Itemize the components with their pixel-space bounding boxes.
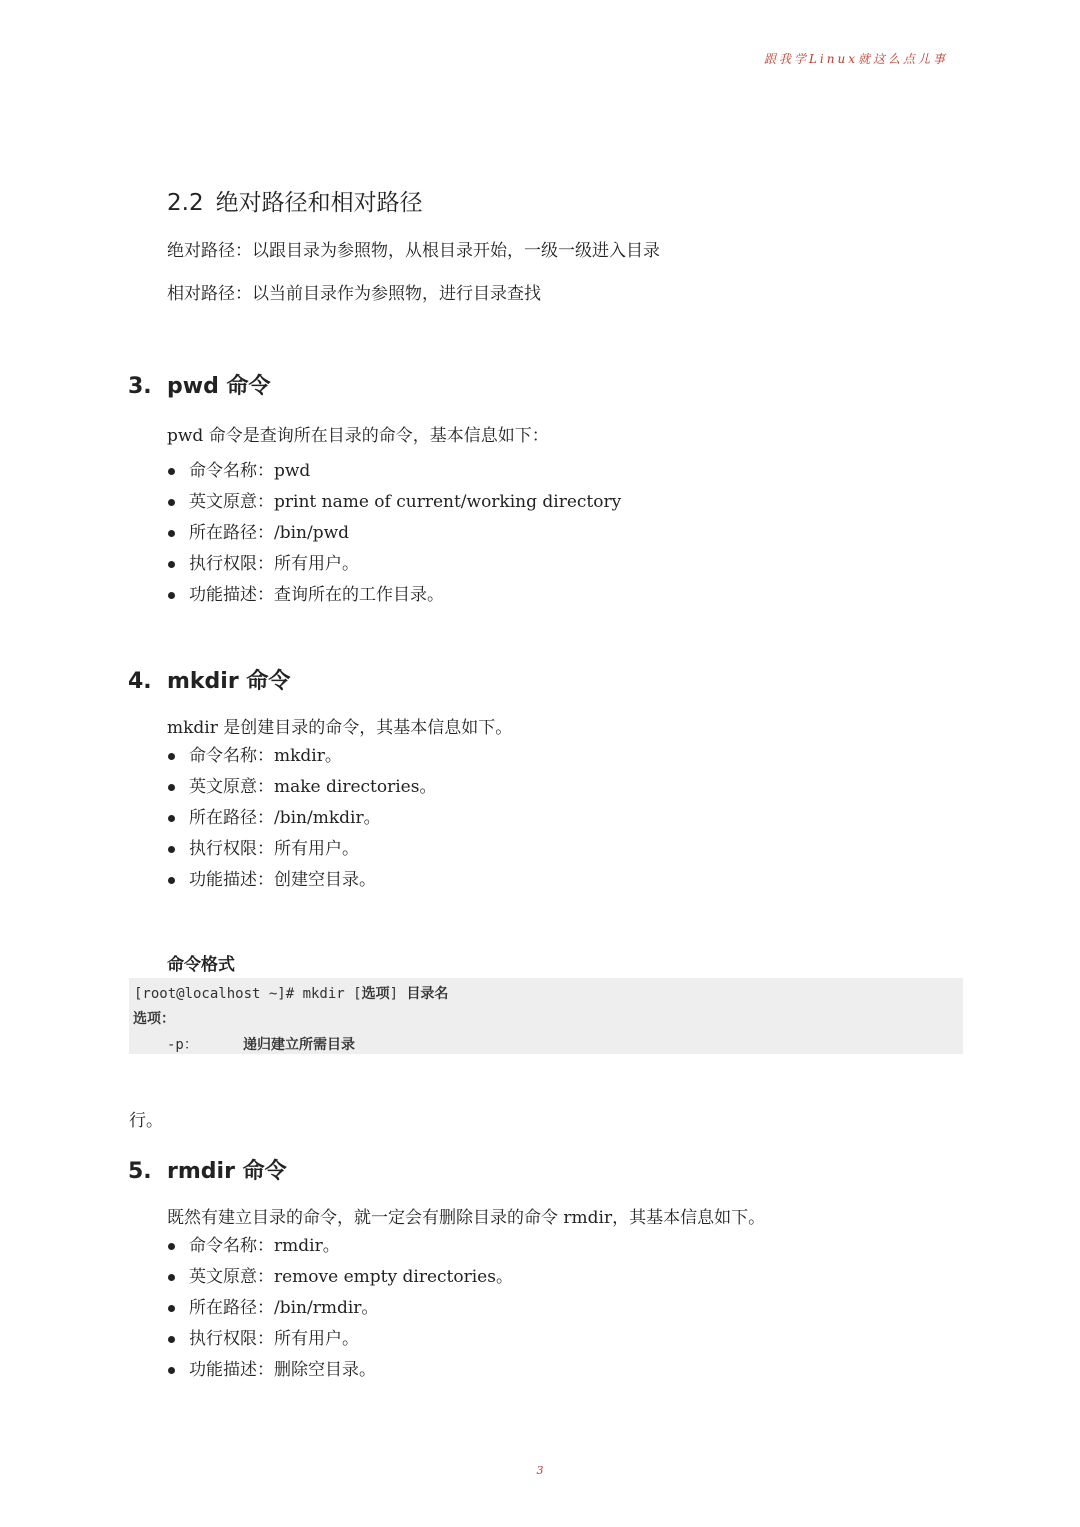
list-item: [167, 456, 621, 487]
code-flag-description: 递归建立所需目录: [243, 1037, 355, 1053]
mkdir-info-list: [167, 741, 436, 896]
rmdir-info-list: [167, 1231, 513, 1386]
page-number: 3: [536, 1464, 544, 1477]
bullet-icon: [168, 561, 175, 568]
section-title-text: pwd 命令: [167, 374, 271, 399]
list-item: [167, 834, 436, 865]
list-item: [167, 865, 436, 896]
list-item-text: 执行权限：所有用户。: [189, 554, 359, 574]
code-prompt: [root@localhost ~]# mkdir [: [134, 986, 362, 1002]
list-item: [167, 1231, 513, 1262]
code-line-flag-desc: [243, 1034, 355, 1054]
code-option-placeholder: 选项: [361, 986, 390, 1002]
bullet-icon: [168, 815, 175, 822]
code-flag: -p：: [167, 1037, 198, 1053]
list-item: [167, 1324, 513, 1355]
mkdir-intro: mkdir 是创建目录的命令，其基本信息如下。: [167, 718, 513, 738]
rmdir-intro: 既然有建立目录的命令，就一定会有删除目录的命令 rmdir，其基本信息如下。: [167, 1208, 766, 1228]
bullet-icon: [168, 1367, 175, 1374]
section-title-rmdir: [128, 1154, 287, 1185]
list-item-text: 所在路径：/bin/rmdir。: [189, 1298, 379, 1318]
bullet-icon: [168, 784, 175, 791]
code-line-syntax: [134, 983, 448, 1003]
list-item-text: 英文原意：remove empty directories。: [189, 1267, 513, 1287]
code-block: [129, 978, 963, 1054]
bullet-icon: [168, 468, 175, 475]
list-item-text: 命令名称：rmdir。: [189, 1236, 340, 1256]
list-item: [167, 549, 621, 580]
code-bracket: ]: [389, 986, 407, 1002]
bullet-icon: [168, 499, 175, 506]
code-options-label: 选项：: [133, 1011, 175, 1027]
pwd-info-list: [167, 456, 621, 611]
list-item: [167, 1262, 513, 1293]
bullet-icon: [168, 1243, 175, 1250]
command-format-label: 命令格式: [167, 955, 235, 975]
section-number: 4.: [128, 669, 152, 694]
bullet-icon: [168, 846, 175, 853]
bullet-icon: [168, 877, 175, 884]
list-item-text: 英文原意：print name of current/working directory: [189, 492, 622, 512]
code-line-flag: [167, 1034, 198, 1054]
list-item-text: 命令名称：mkdir。: [189, 746, 342, 766]
list-item-text: 所在路径：/bin/pwd: [189, 523, 350, 543]
list-item: [167, 580, 621, 611]
subsection-title: [167, 184, 423, 217]
absolute-path-paragraph: 绝对路径：以跟目录为参照物，从根目录开始，一级一级进入目录: [167, 241, 660, 261]
bullet-icon: [168, 530, 175, 537]
list-item-text: 功能描述：创建空目录。: [189, 870, 376, 890]
list-item-text: 功能描述：查询所在的工作目录。: [189, 585, 444, 605]
list-item-text: 执行权限：所有用户。: [189, 1329, 359, 1349]
header-note: 跟我学Linux就这么点儿事: [763, 52, 948, 66]
section-title-pwd: [128, 369, 270, 400]
list-item: [167, 487, 621, 518]
section-title-text: rmdir 命令: [167, 1159, 287, 1184]
subsection-number: 2.2: [167, 190, 204, 216]
list-item: [167, 518, 621, 549]
section-number: 3.: [128, 374, 152, 399]
list-item: [167, 803, 436, 834]
bullet-icon: [168, 592, 175, 599]
list-item-text: 英文原意：make directories。: [189, 777, 437, 797]
list-item-text: 功能描述：删除空目录。: [189, 1360, 376, 1380]
list-item-text: 所在路径：/bin/mkdir。: [189, 808, 381, 828]
list-item: [167, 772, 436, 803]
list-item: [167, 741, 436, 772]
bullet-icon: [168, 1305, 175, 1312]
list-item-text: 执行权限：所有用户。: [189, 839, 359, 859]
bullet-icon: [168, 1336, 175, 1343]
pwd-intro: pwd 命令是查询所在目录的命令，基本信息如下：: [167, 426, 549, 446]
list-item-text: 命令名称：pwd: [189, 461, 311, 481]
list-item: [167, 1355, 513, 1386]
section-title-text: mkdir 命令: [167, 669, 291, 694]
bullet-icon: [168, 753, 175, 760]
section-title-mkdir: [128, 664, 290, 695]
bullet-icon: [168, 1274, 175, 1281]
trailing-text: 行。: [129, 1111, 163, 1131]
code-dir-placeholder: 目录名: [406, 986, 449, 1002]
list-item: [167, 1293, 513, 1324]
code-line-options: [133, 1008, 175, 1028]
section-number: 5.: [128, 1159, 152, 1184]
subsection-title-text: 绝对路径和相对路径: [215, 190, 423, 216]
relative-path-paragraph: 相对路径：以当前目录作为参照物，进行目录查找: [167, 284, 541, 304]
